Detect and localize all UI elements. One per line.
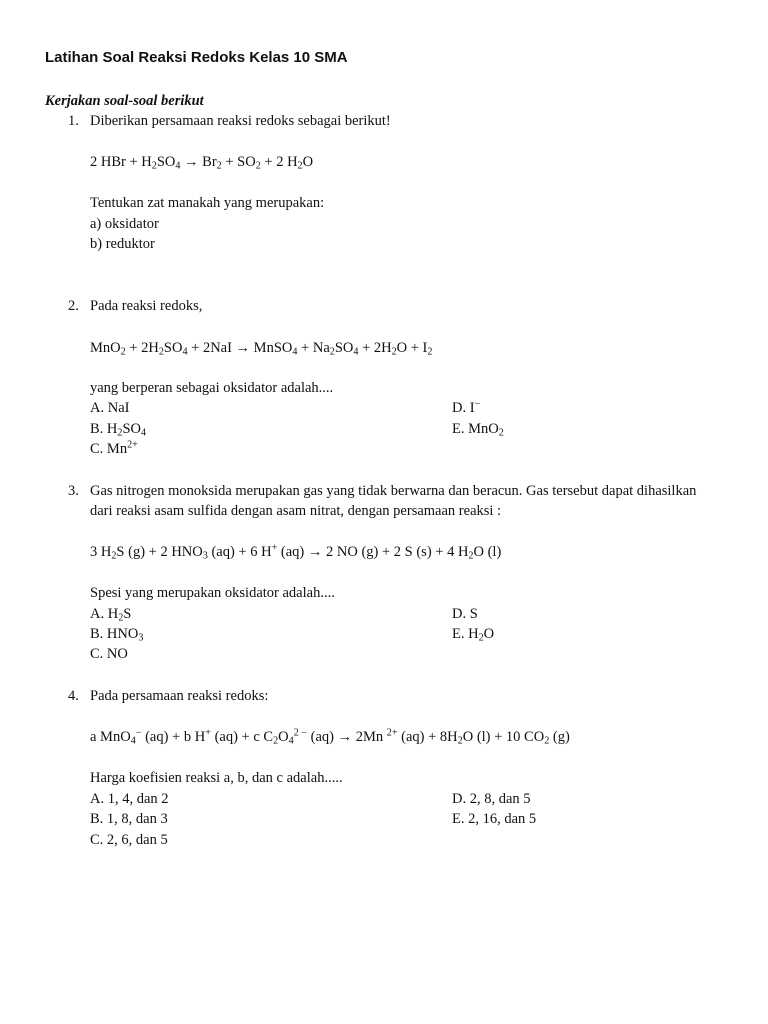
reaction-equation: $MnO_2 + 2H_2SO_4 + 2NaI$ → MnSO$_4$ + $Na_2SO_4 + 2H_2O + I_2$ bbox=[90, 340, 433, 358]
question-number: 4. bbox=[68, 688, 79, 704]
question-prompt-line-1: Gas nitrogen monoksida merupakan gas yang tidak berwarna dan beracun. Gas tersebut dapat dihasilkan bbox=[90, 483, 697, 499]
option-e: E. MnO$_2$ bbox=[452, 421, 504, 439]
question-prompt-line-2: dari reaksi asam sulfida dengan asam nitrat, dengan persamaan reaksi : bbox=[90, 503, 502, 519]
question-number: 3. bbox=[68, 483, 79, 499]
option-e: E. $H_2O$ bbox=[452, 626, 495, 644]
option-a: A. 1, 4, dan 2 bbox=[90, 791, 169, 807]
question-text: yang berperan sebagai oksidator adalah.... bbox=[90, 380, 334, 396]
question-text: Spesi yang merupakan oksidator adalah.... bbox=[90, 585, 335, 601]
option-a: A. $H_2S$ bbox=[90, 606, 132, 624]
reaction-equation: 2 HBr + $H_2SO_4 \to Br_2 + SO_2 + 2$ $H_2O$ bbox=[90, 154, 314, 172]
sub-question-b: b) reduktor bbox=[90, 236, 155, 252]
question-prompt: Diberikan persamaan reaksi redoks sebagai berikut! bbox=[90, 113, 391, 129]
question-text: Harga koefisien reaksi a, b, dan c adalah..... bbox=[90, 770, 343, 786]
option-d: D. 2, 8, dan 5 bbox=[452, 791, 531, 807]
option-b: B. $HNO_3$ bbox=[90, 626, 144, 644]
option-c: C. NO bbox=[90, 646, 128, 662]
option-d: D. I− bbox=[452, 398, 481, 416]
option-d: D. S bbox=[452, 606, 478, 622]
option-c: C. 2, 6, dan 5 bbox=[90, 832, 168, 848]
task-text: Tentukan zat manakah yang merupakan: bbox=[90, 195, 325, 211]
question-number: 1. bbox=[68, 113, 79, 129]
option-b: B. $H_2SO_4$ bbox=[90, 421, 147, 439]
option-a: A. NaI bbox=[90, 400, 130, 416]
sub-question-a: a) oksidator bbox=[90, 216, 159, 232]
question-prompt: Pada reaksi redoks, bbox=[90, 298, 203, 314]
reaction-equation: a MnO$_4$− (aq) + b H+ (aq) + c $C_2O_4^{2 -}$ (aq) → 2Mn $^{2+}$ $(aq) + 8H_2O$ (l) + 10 $CO_2$ (g) bbox=[90, 727, 570, 747]
option-c: C. $Mn^{2+}$ bbox=[90, 439, 138, 457]
reaction-equation: 3 $H_2S$ (g) + 2 $HNO_3$ (aq) + 6 H+ (aq) → 2 NO (g) + 2 S (s) + 4 $H_2O$ (l) bbox=[90, 542, 502, 562]
question-number: 2. bbox=[68, 298, 79, 314]
option-b: B. 1, 8, dan 3 bbox=[90, 811, 168, 827]
question-prompt: Pada persamaan reaksi redoks: bbox=[90, 688, 269, 704]
instruction-text: Kerjakan soal-soal berikut bbox=[45, 93, 204, 109]
option-e: E. 2, 16, dan 5 bbox=[452, 811, 537, 827]
document-title: Latihan Soal Reaksi Redoks Kelas 10 SMA bbox=[45, 49, 348, 66]
